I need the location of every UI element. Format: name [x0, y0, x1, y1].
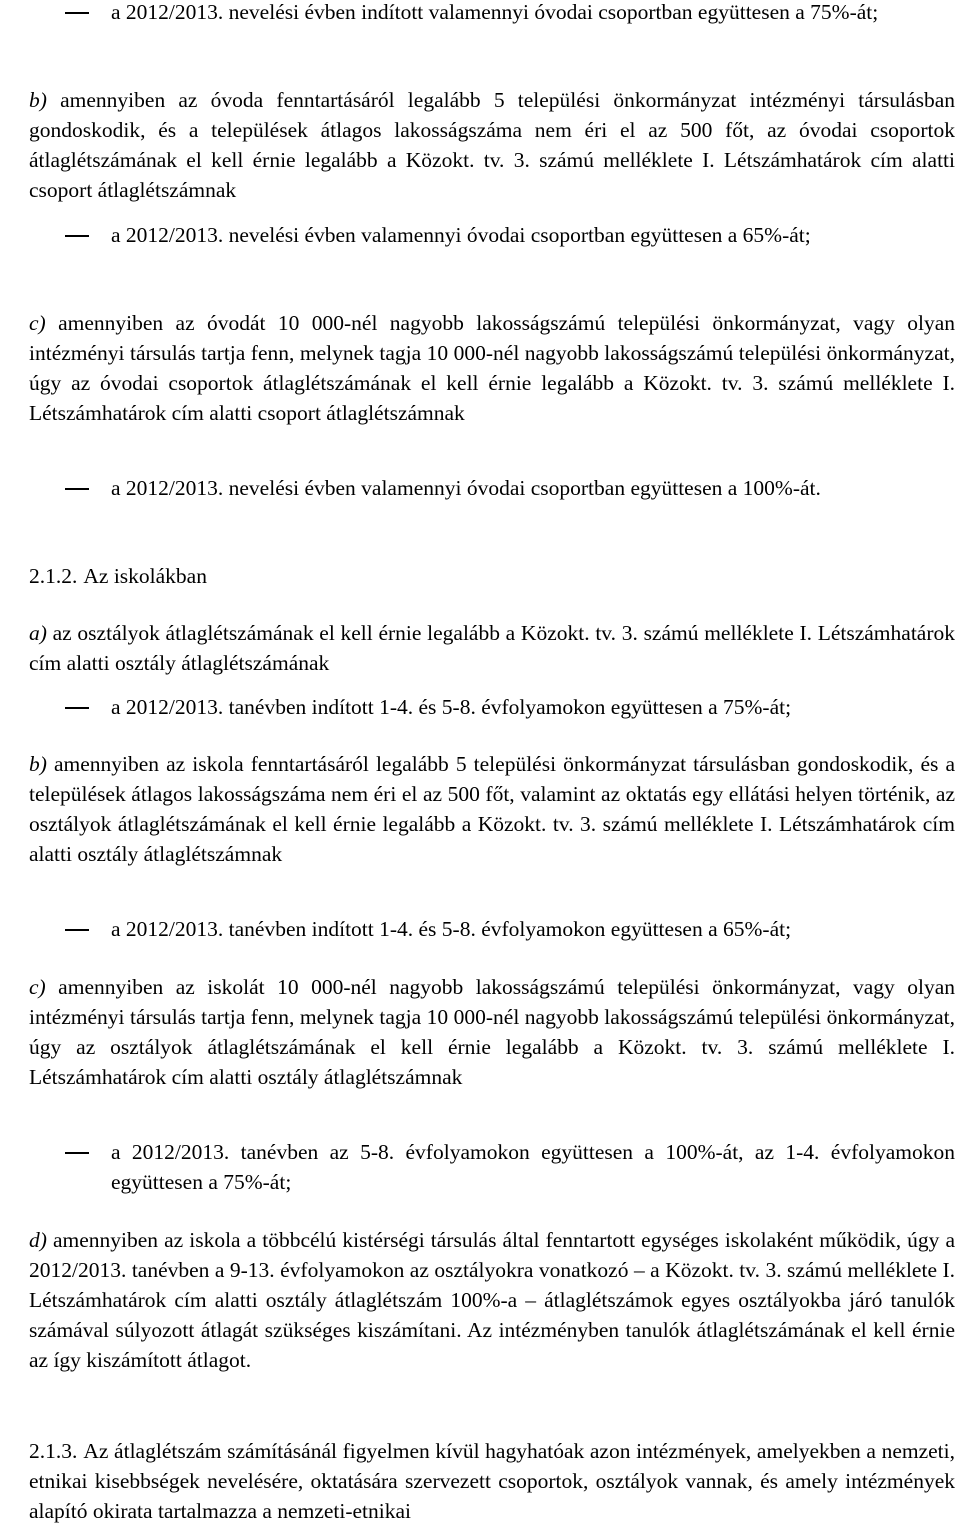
list-item-school-100 [65, 1137, 955, 1197]
section-title: Az iskolákban [83, 564, 207, 588]
list-item-text: a 2012/2013. tanévben indított 1-4. és 5-8. évfolyamokon együttesen a 65%-át; [111, 917, 792, 941]
paragraph-b-nursery [29, 85, 955, 205]
paragraph-letter: c) [29, 975, 46, 999]
section-number: 2.1.3. [29, 1439, 78, 1463]
paragraph-text: amennyiben az iskola a többcélú kistérségi társulás által fenntartott egységes iskolaként működik, úgy a 2012/2013. tanévben a 9-13. évfolyamokon az osztályokra vonatkozó – a Közokt. tv. 3. számú melléklete I. Létszámhatárok cím alatti osztály átlaglétszám 100%-a – átlaglétszámok egyes osztályokba járó tanulók számával súlyozott átlagát szükséges kiszámítani. Az intézményben tanulók átlaglétszámának el kell érnie az így kiszámított átlagot. [29, 1228, 955, 1372]
list-item-text: a 2012/2013. nevelési évben valamennyi óvodai csoportban együttesen a 65%-át; [111, 223, 811, 247]
paragraph-a-school [29, 618, 955, 678]
paragraph-text: Az átlaglétszám számításánál figyelmen kívül hagyhatóak azon intézmények, amelyekben a nemzeti, etnikai kisebbségek nevelésére, oktatására szervezett csoportok, osztályok vannak, és amely intézmények alapító okirata tartalmazza a nemzeti-etnikai [29, 1439, 955, 1523]
section-heading-2-1-2 [29, 561, 955, 591]
paragraph-d-school [29, 1225, 955, 1375]
list-item-school-75 [65, 692, 955, 722]
list-item-school-65 [65, 914, 955, 944]
paragraph-letter: b) [29, 752, 47, 776]
paragraph-text: az osztályok átlaglétszámának el kell érnie legalább a Közokt. tv. 3. számú melléklete I. Létszámhatárok cím alatti osztály átlaglétszámának [29, 621, 955, 675]
list-item-nursery-65 [65, 220, 955, 250]
paragraph-letter: b) [29, 88, 47, 112]
list-item-text: a 2012/2013. nevelési évben indított valamennyi óvodai csoportban együttesen a 75%-át; [111, 0, 879, 24]
paragraph-text: amennyiben az iskola fenntartásáról legalább 5 települési önkormányzat társulásban gondoskodik, és a települések átlagos lakosságszáma nem éri el az 500 főt, valamint az oktatás egy ellátási helyen történik, az osztályok átlaglétszámának el kell érnie legalább a Közokt. tv. 3. számú melléklete I. Létszámhatárok cím alatti osztály átlaglétszámnak [29, 752, 955, 866]
list-item-text: a 2012/2013. tanévben az 5-8. évfolyamokon együttesen a 100%-át, az 1-4. évfolyamokon együttesen a 75%-át; [111, 1140, 955, 1194]
paragraph-b-school [29, 749, 955, 869]
list-item-nursery-75 [65, 0, 955, 27]
section-number: 2.1.2. [29, 564, 78, 588]
paragraph-letter: d) [29, 1228, 47, 1252]
paragraph-text: amennyiben az óvodát 10 000-nél nagyobb lakosságszámú települési önkormányzat, vagy olyan intézményi társulás tartja fenn, melynek tagja 10 000-nél nagyobb lakosságszámú települési önkormányzat, úgy az óvodai csoportok átlaglétszámának el kell érnie legalább a Közokt. tv. 3. számú melléklete I. Létszámhatárok cím alatti csoport átlaglétszámnak [29, 311, 955, 425]
list-item-nursery-100 [65, 473, 955, 503]
paragraph-c-nursery [29, 308, 955, 428]
section-2-1-3 [29, 1436, 955, 1526]
paragraph-text: amennyiben az óvoda fenntartásáról legalább 5 települési önkormányzat intézményi társulásban gondoskodik, és a települések átlagos lakosságszáma nem éri el az 500 főt, az óvodai csoportok átlaglétszámának el kell érnie legalább a Közokt. tv. 3. számú melléklete I. Létszámhatárok cím alatti csoport átlaglétszámnak [29, 88, 955, 202]
paragraph-text: amennyiben az iskolát 10 000-nél nagyobb lakosságszámú települési önkormányzat, vagy olyan intézményi társulás tartja fenn, melynek tagja 10 000-nél nagyobb lakosságszámú települési önkormányzat, úgy az osztályok átlaglétszámának el kell érnie legalább a Közokt. tv. 3. számú melléklete I. Létszámhatárok cím alatti osztály átlaglétszámnak [29, 975, 955, 1089]
list-item-text: a 2012/2013. nevelési évben valamennyi óvodai csoportban együttesen a 100%-át. [111, 476, 821, 500]
paragraph-letter: c) [29, 311, 46, 335]
paragraph-c-school [29, 972, 955, 1092]
paragraph-letter: a) [29, 621, 47, 645]
list-item-text: a 2012/2013. tanévben indított 1-4. és 5-8. évfolyamokon együttesen a 75%-át; [111, 695, 792, 719]
